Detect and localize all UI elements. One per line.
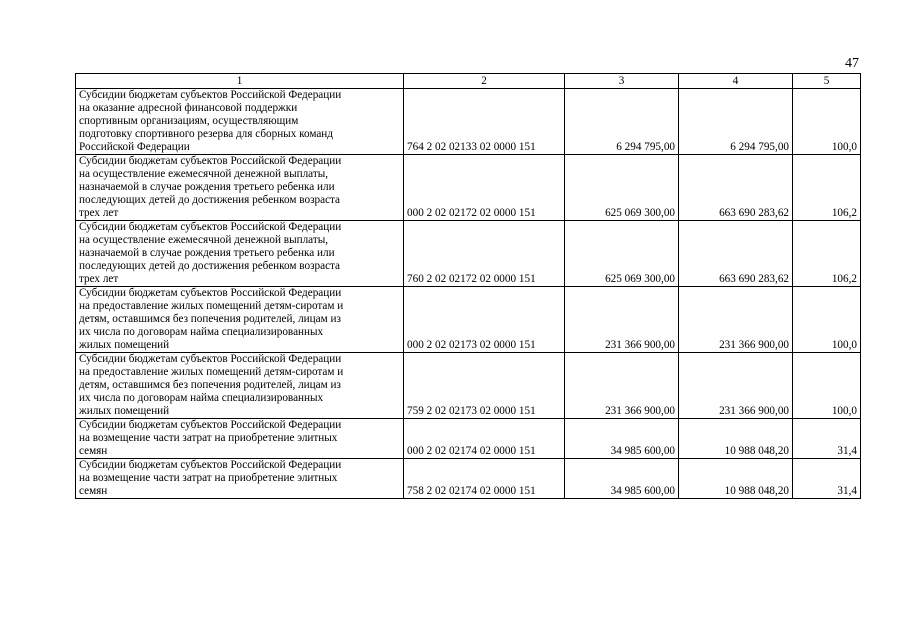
description-line: жилых помещений — [79, 405, 170, 417]
row-description — [76, 353, 404, 419]
table-header-row — [76, 74, 861, 89]
table-row — [76, 419, 861, 459]
row-description — [76, 89, 404, 155]
description-line: на оказание адресной финансовой поддержки — [79, 102, 298, 114]
row-description — [76, 287, 404, 353]
approved-amount: 34 985 600,00 — [565, 459, 679, 499]
description-line: трех лет — [79, 273, 119, 285]
description-line: их числа по договорам найма специализированных — [79, 392, 324, 404]
execution-percent: 106,2 — [793, 155, 861, 221]
budget-code: 000 2 02 02173 02 0000 151 — [404, 287, 565, 353]
description-line: Субсидии бюджетам субъектов Российской Федерации — [79, 419, 342, 431]
budget-table — [75, 73, 861, 499]
approved-amount: 625 069 300,00 — [565, 155, 679, 221]
description-line: спортивным организациям, осуществляющим — [79, 115, 299, 127]
row-description — [76, 221, 404, 287]
description-line: Субсидии бюджетам субъектов Российской Федерации — [79, 221, 342, 233]
table-row — [76, 287, 861, 353]
execution-percent: 100,0 — [793, 287, 861, 353]
description-line: назначаемой в случае рождения третьего ребенка или — [79, 181, 335, 193]
column-header: 3 — [565, 74, 679, 89]
row-description — [76, 155, 404, 221]
description-line: на возмещение части затрат на приобретение элитных — [79, 432, 338, 444]
description-line: Субсидии бюджетам субъектов Российской Федерации — [79, 459, 342, 471]
column-header: 1 — [76, 74, 404, 89]
description-line: последующих детей до достижения ребенком возраста — [79, 260, 341, 272]
table-row — [76, 89, 861, 155]
description-line: на осуществление ежемесячной денежной выплаты, — [79, 234, 329, 246]
budget-code: 764 2 02 02133 02 0000 151 — [404, 89, 565, 155]
budget-code: 000 2 02 02174 02 0000 151 — [404, 419, 565, 459]
table-body — [76, 89, 861, 499]
executed-amount: 10 988 048,20 — [679, 459, 793, 499]
description-line: жилых помещений — [79, 339, 170, 351]
executed-amount: 663 690 283,62 — [679, 221, 793, 287]
table-row — [76, 459, 861, 499]
budget-code: 760 2 02 02172 02 0000 151 — [404, 221, 565, 287]
description-line: последующих детей до достижения ребенком возраста — [79, 194, 341, 206]
execution-percent: 31,4 — [793, 459, 861, 499]
execution-percent: 31,4 — [793, 419, 861, 459]
table-row — [76, 353, 861, 419]
execution-percent: 100,0 — [793, 89, 861, 155]
column-header: 2 — [404, 74, 565, 89]
execution-percent: 106,2 — [793, 221, 861, 287]
approved-amount: 231 366 900,00 — [565, 287, 679, 353]
approved-amount: 34 985 600,00 — [565, 419, 679, 459]
description-line: на осуществление ежемесячной денежной выплаты, — [79, 168, 329, 180]
description-line: Субсидии бюджетам субъектов Российской Федерации — [79, 89, 342, 101]
description-line: Субсидии бюджетам субъектов Российской Федерации — [79, 287, 342, 299]
approved-amount: 231 366 900,00 — [565, 353, 679, 419]
description-line: их числа по договорам найма специализированных — [79, 326, 324, 338]
table-row — [76, 221, 861, 287]
description-line: Субсидии бюджетам субъектов Российской Федерации — [79, 155, 342, 167]
table-row — [76, 155, 861, 221]
description-line: на предоставление жилых помещений детям-сиротам и — [79, 366, 344, 378]
description-line: назначаемой в случае рождения третьего ребенка или — [79, 247, 335, 259]
approved-amount: 625 069 300,00 — [565, 221, 679, 287]
budget-code: 759 2 02 02173 02 0000 151 — [404, 353, 565, 419]
description-line: Субсидии бюджетам субъектов Российской Федерации — [79, 353, 342, 365]
executed-amount: 10 988 048,20 — [679, 419, 793, 459]
page-number: 47 — [845, 56, 859, 71]
description-line: семян — [79, 485, 108, 497]
description-line: на предоставление жилых помещений детям-сиротам и — [79, 300, 344, 312]
description-line: Российской Федерации — [79, 141, 190, 153]
column-header: 4 — [679, 74, 793, 89]
approved-amount: 6 294 795,00 — [565, 89, 679, 155]
execution-percent: 100,0 — [793, 353, 861, 419]
row-description — [76, 459, 404, 499]
row-description — [76, 419, 404, 459]
budget-code: 758 2 02 02174 02 0000 151 — [404, 459, 565, 499]
executed-amount: 663 690 283,62 — [679, 155, 793, 221]
executed-amount: 231 366 900,00 — [679, 287, 793, 353]
column-header: 5 — [793, 74, 861, 89]
description-line: детям, оставшимся без попечения родителей, лицам из — [79, 313, 341, 325]
executed-amount: 231 366 900,00 — [679, 353, 793, 419]
description-line: подготовку спортивного резерва для сборных команд — [79, 128, 333, 140]
description-line: детям, оставшимся без попечения родителей, лицам из — [79, 379, 341, 391]
description-line: трех лет — [79, 207, 119, 219]
budget-code: 000 2 02 02172 02 0000 151 — [404, 155, 565, 221]
description-line: семян — [79, 445, 108, 457]
description-line: на возмещение части затрат на приобретение элитных — [79, 472, 338, 484]
executed-amount: 6 294 795,00 — [679, 89, 793, 155]
